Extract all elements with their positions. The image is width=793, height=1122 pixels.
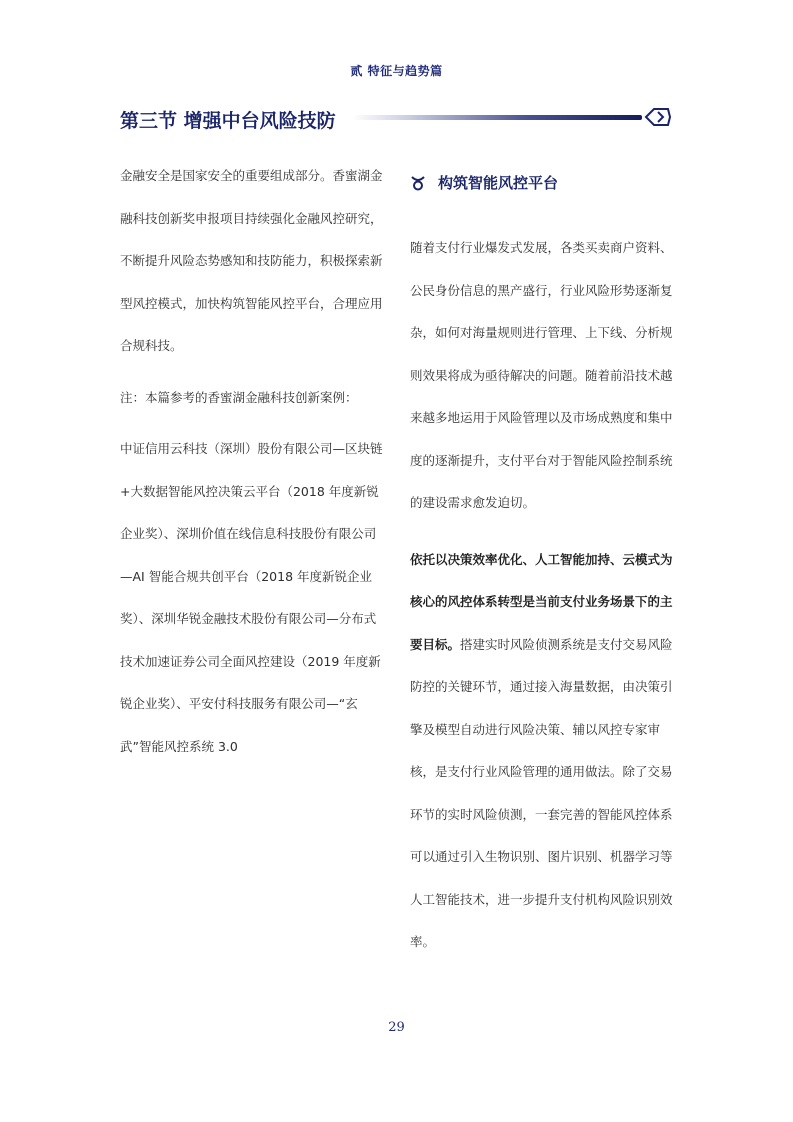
subsection-heading [410,172,558,193]
taurus-bullet-icon [410,175,426,191]
subsection-heading-label: 构筑智能风控平台 [438,174,559,192]
reference-cases: 中证信用云科技（深圳）股份有限公司—区块链+大数据智能风控决策云平台（2018 年度新锐企业奖）、深圳价值在线信息科技股份有限公司—AI 智能合规共创平台（2018 年度新锐企业奖）、深圳华锐金融技术股份有限公司—分布式技术加速证券公司全面风控建设（2019 年度新锐企业奖）、平安付科技服务有限公司—“玄武”智能风控系统 3.0 [120,441,383,754]
title-decorative-bar [352,115,642,120]
right-column [410,227,682,964]
section-title: 第三节 增强中台风险技防 [120,110,336,132]
left-column [120,155,388,768]
reference-note: 注：本篇参考的香蜜湖金融科技创新案例： [120,389,358,405]
body-paragraph-1: 随着支付行业爆发式发展，各类买卖商户资料、公民身份信息的黑产盛行，行业风险形势逐渐复杂，如何对海量规则进行管理、上下线、分析规则效果将成为亟待解决的问题。随着前沿技术越来越多地运用于风险管理以及市场成熟度和集中度的逐渐提升，支付平台对于智能风险控制系统的建设需求愈发迫切。 [410,240,673,510]
diamond-chevron-ornament-icon [644,106,672,128]
body-paragraph-2 [410,539,682,964]
running-header: 贰 特征与趋势篇 [350,64,443,78]
intro-paragraph: 金融安全是国家安全的重要组成部分。香蜜湖金融科技创新奖申报项目持续强化金融风控研究，不断提升风险态势感知和技防能力，积极探索新型风控模式，加快构筑智能风控平台，合理应用合规科技。 [120,168,383,353]
page-number: 29 [388,1020,405,1035]
paragraph-bold-lead: 依托以决策效率优化、人工智能加持、云模式为核心的风控体系转型是当前支付业务场景下的主要目标。 [410,551,673,652]
paragraph-rest: 搭建实时风险侦测系统是支付交易风险防控的关键环节，通过接入海量数据，由决策引擎及模型自动进行风险决策、辅以风控专家审核，是支付行业风险管理的通用做法。除了交易环节的实时风险侦测，一套完善的智能风控体系可以通过引入生物识别、图片识别、机器学习等人工智能技术，进一步提升支付机构风险识别效率。 [410,636,673,949]
